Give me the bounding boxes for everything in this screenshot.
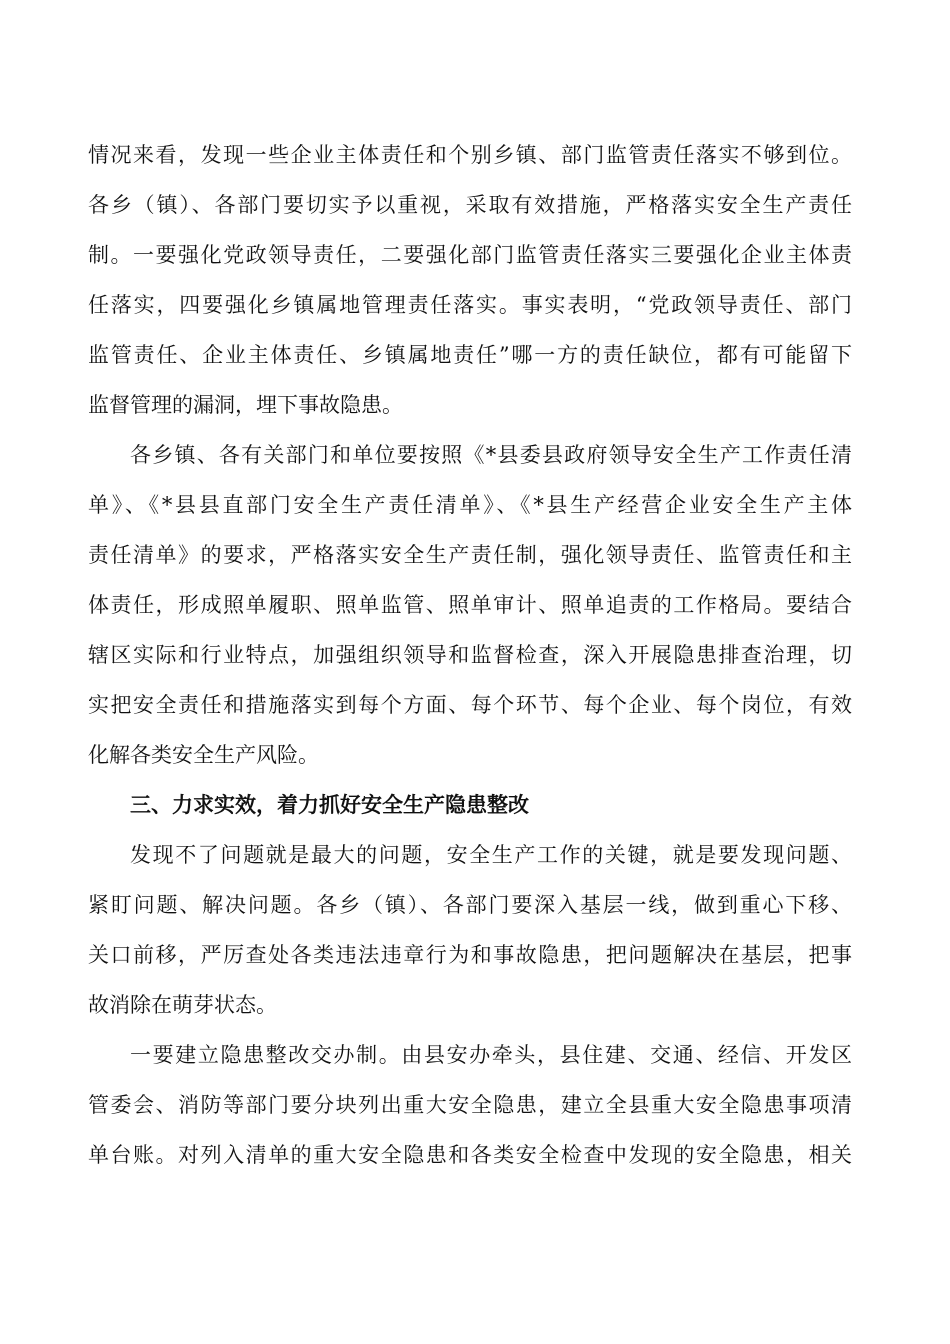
text-line: 情况来看，发现一些企业主体责任和个别乡镇、部门监管责任落实不够到位。 — [88, 143, 852, 167]
text-line: 紧盯问题、解决问题。各乡（镇）、各部门要深入基层一线，做到重心下移、 — [88, 893, 852, 917]
text-line: 关口前移，严厉查处各类违法违章行为和事故隐患，把问题解决在基层，把事 — [88, 943, 852, 967]
document-page — [88, 130, 852, 1180]
text-line: 单》、《*县县直部门安全生产责任清单》、《*县生产经营企业安全生产主体 — [88, 493, 852, 517]
text-line: 一要建立隐患整改交办制。由县安办牵头，县住建、交通、经信、开发区 — [130, 1043, 852, 1067]
text-line: 实把安全责任和措施落实到每个方面、每个环节、每个企业、每个岗位，有效 — [88, 693, 852, 717]
text-line: 体责任，形成照单履职、照单监管、照单审计、照单追责的工作格局。要结合 — [88, 593, 852, 617]
section-heading-text: 三、力求实效，着力抓好安全生产隐患整改 — [130, 793, 529, 817]
text-line: 责任清单》的要求，严格落实安全生产责任制，强化领导责任、监管责任和主 — [88, 543, 852, 567]
text-line: 管委会、消防等部门要分块列出重大安全隐患，建立全县重大安全隐患事项清 — [88, 1093, 852, 1117]
section-heading — [88, 780, 852, 830]
paragraph-2 — [88, 430, 852, 780]
text-line: 单台账。对列入清单的重大安全隐患和各类安全检查中发现的安全隐患，相关 — [88, 1143, 852, 1167]
text-line: 制。一要强化党政领导责任，二要强化部门监管责任落实三要强化企业主体责 — [88, 243, 852, 267]
text-line: 各乡（镇）、各部门要切实予以重视，采取有效措施，严格落实安全生产责任 — [88, 193, 852, 217]
text-line: 各乡镇、各有关部门和单位要按照《*县委县政府领导安全生产工作责任清 — [130, 443, 852, 467]
text-line: 故消除在萌芽状态。 — [88, 993, 277, 1017]
text-line: 监管责任、企业主体责任、乡镇属地责任”哪一方的责任缺位，都有可能留下 — [88, 343, 852, 367]
text-line: 发现不了问题就是最大的问题，安全生产工作的关键，就是要发现问题、 — [130, 843, 852, 867]
text-line: 监督管理的漏洞，埋下事故隐患。 — [88, 393, 403, 417]
text-line: 化解各类安全生产风险。 — [88, 743, 319, 767]
paragraph-4 — [88, 1030, 852, 1180]
text-line: 任落实，四要强化乡镇属地管理责任落实。事实表明，“党政领导责任、部门 — [88, 293, 852, 317]
paragraph-1 — [88, 130, 852, 430]
paragraph-3 — [88, 830, 852, 1030]
text-line: 辖区实际和行业特点，加强组织领导和监督检查，深入开展隐患排查治理，切 — [88, 643, 852, 667]
